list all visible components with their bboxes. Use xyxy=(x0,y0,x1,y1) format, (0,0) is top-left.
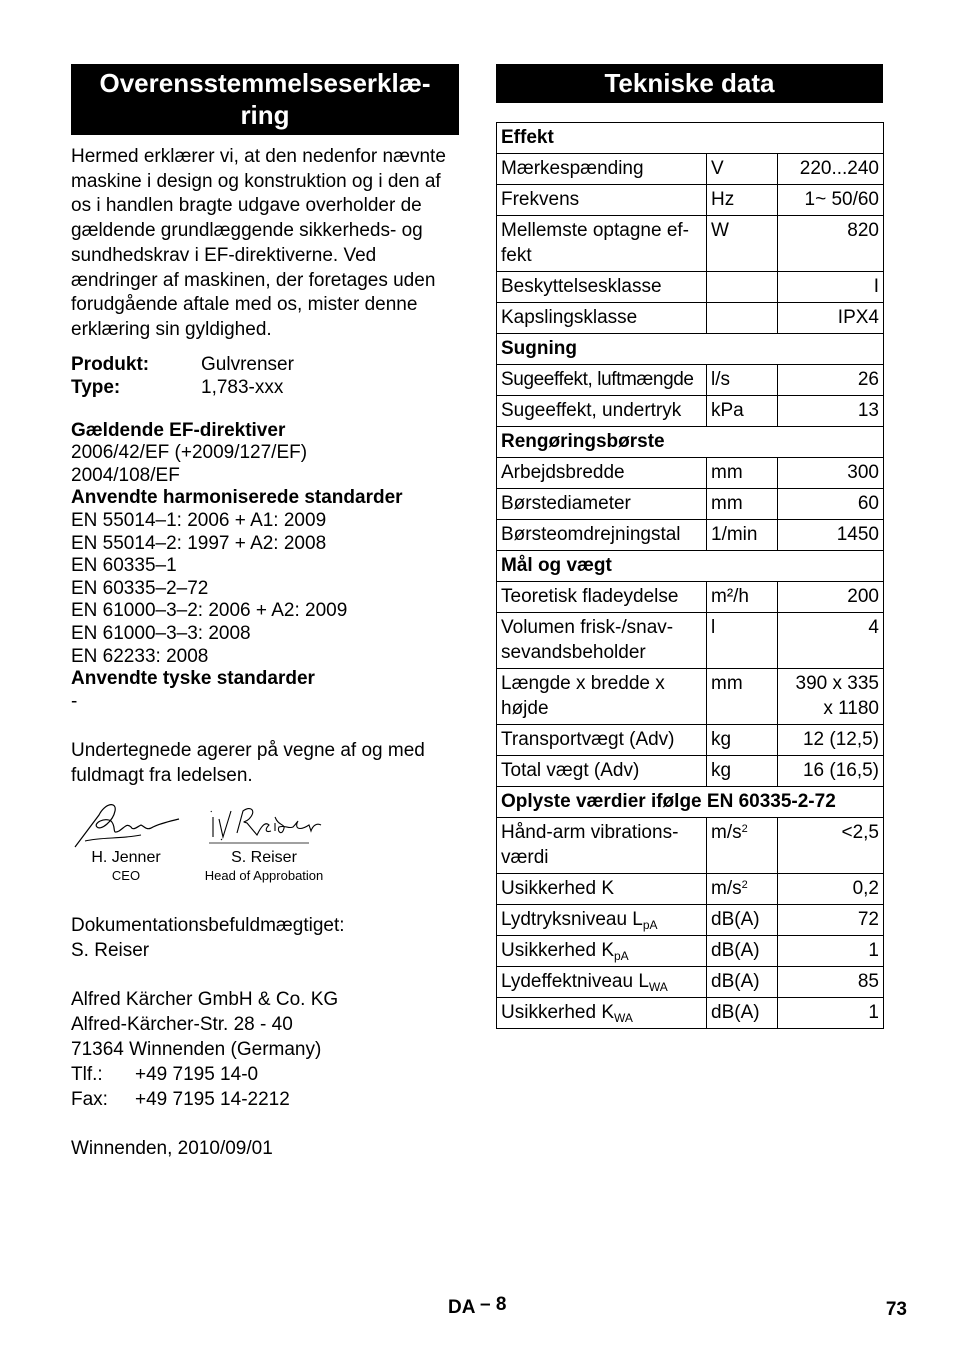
row-unit: dB(A) xyxy=(707,967,778,998)
product-row xyxy=(71,353,459,376)
row-value: <2,5 xyxy=(778,818,884,874)
table-section-row xyxy=(497,427,884,458)
row-unit: dB(A) xyxy=(707,936,778,967)
row-unit: dB(A) xyxy=(707,998,778,1029)
ef-line: 2004/108/EF xyxy=(71,464,180,486)
fax-value: +49 7195 14-2212 xyxy=(135,1088,290,1110)
footer-dash-page: – 8 xyxy=(480,1294,507,1315)
row-label: Volumen frisk-/snav-sevandsbeholder xyxy=(497,613,707,669)
row-unit: kg xyxy=(707,756,778,787)
row-unit: kPa xyxy=(707,396,778,427)
row-value: 1~ 50/60 xyxy=(778,185,884,216)
signature-jenner-role: CEO xyxy=(111,867,141,883)
signature-reiser-role: Head of Approbation xyxy=(204,867,324,883)
row-label: Kapslingsklasse xyxy=(497,303,707,334)
table-row xyxy=(497,967,884,998)
section-effekt: Effekt xyxy=(497,123,884,154)
table-row xyxy=(497,365,884,396)
row-label: Mærkespænding xyxy=(497,154,707,185)
harm-line: EN 60335–2–72 xyxy=(71,577,209,599)
label-base: Lydtryksniveau L xyxy=(501,909,643,930)
row-value: 220...240 xyxy=(778,154,884,185)
row-label xyxy=(497,998,707,1029)
harm-line: EN 62233: 2008 xyxy=(71,645,209,667)
technical-data-heading-text: Tekniske data xyxy=(604,68,775,98)
row-unit xyxy=(707,272,778,303)
row-value: 12 (12,5) xyxy=(778,725,884,756)
row-unit xyxy=(707,818,778,874)
table-section-row xyxy=(497,334,884,365)
tel-value: +49 7195 14-0 xyxy=(135,1063,259,1085)
table-section-row xyxy=(497,551,884,582)
row-label: Teoretisk fladeydelse xyxy=(497,582,707,613)
company-city: 71364 Winnenden (Germany) xyxy=(71,1038,322,1060)
company-street: Alfred-Kärcher-Str. 28 - 40 xyxy=(71,1013,293,1035)
unit-superscript: 2 xyxy=(741,823,748,835)
row-label: Mellemste optagne ef-fekt xyxy=(497,216,707,272)
fax-row xyxy=(71,1087,459,1112)
row-label xyxy=(497,967,707,998)
row-value: 13 xyxy=(778,396,884,427)
signature-jenner-name: H. Jenner xyxy=(91,848,161,866)
harm-line: EN 61000–3–3: 2008 xyxy=(71,622,251,644)
signature-jenner-mark xyxy=(71,797,181,849)
row-value: 820 xyxy=(778,216,884,272)
row-label: Hånd-arm vibrations-værdi xyxy=(497,818,707,874)
row-value: 1450 xyxy=(778,520,884,551)
harm-line: EN 61000–3–2: 2006 + A2: 2009 xyxy=(71,600,348,622)
label-subscript: WA xyxy=(614,1011,633,1025)
signature-jenner xyxy=(71,797,181,885)
company-address xyxy=(71,987,459,1112)
row-unit: kg xyxy=(707,725,778,756)
declaration-heading xyxy=(71,64,459,135)
row-unit: V xyxy=(707,154,778,185)
row-unit xyxy=(707,303,778,334)
row-label: Sugeeffekt, luftmængde xyxy=(497,365,707,396)
section-sugning: Sugning xyxy=(497,334,884,365)
label-subscript: pA xyxy=(642,918,658,932)
row-unit: m²/h xyxy=(707,582,778,613)
row-label xyxy=(497,936,707,967)
tel-label: Tlf.: xyxy=(71,1063,103,1085)
row-value: 85 xyxy=(778,967,884,998)
row-value: IPX4 xyxy=(778,303,884,334)
product-info xyxy=(71,353,459,399)
unit-base: m/s xyxy=(711,878,742,899)
footer-lang: DA xyxy=(448,1297,475,1318)
label-subscript: WA xyxy=(648,980,668,994)
tel-row xyxy=(71,1062,459,1087)
declaration-heading-text: Overensstemmelseserklæ-ring xyxy=(99,68,431,130)
table-row xyxy=(497,272,884,303)
table-row xyxy=(497,613,884,669)
harm-line: EN 55014–2: 1997 + A2: 2008 xyxy=(71,532,327,554)
table-row xyxy=(497,458,884,489)
documentation-contact xyxy=(71,913,459,963)
row-value: 16 (16,5) xyxy=(778,756,884,787)
row-unit xyxy=(707,874,778,905)
row-value: 1 xyxy=(778,998,884,1029)
label-base: Usikkerhed K xyxy=(501,1002,614,1023)
row-value: 0,2 xyxy=(778,874,884,905)
unit-base: m/s xyxy=(711,822,742,843)
row-unit: 1/min xyxy=(707,520,778,551)
technical-data-heading xyxy=(496,64,883,103)
harm-heading: Anvendte harmoniserede standarder xyxy=(71,487,403,509)
signature-reiser-mark xyxy=(199,797,329,849)
row-unit: mm xyxy=(707,458,778,489)
row-unit: l xyxy=(707,613,778,669)
row-unit: mm xyxy=(707,669,778,725)
table-row xyxy=(497,396,884,427)
row-unit: W xyxy=(707,216,778,272)
doc-label: Dokumentationsbefuldmægtiget: xyxy=(71,914,345,936)
label-base: Lydeffektniveau L xyxy=(501,971,649,992)
row-label: Transportvægt (Adv) xyxy=(497,725,707,756)
row-value: 1 xyxy=(778,936,884,967)
table-row xyxy=(497,489,884,520)
label-subscript: pA xyxy=(614,949,629,963)
table-row xyxy=(497,936,884,967)
undersigned-text: Undertegnede agerer på vegne af og med fuldmagt fra ledelsen. xyxy=(71,740,425,787)
table-row xyxy=(497,520,884,551)
german-value: - xyxy=(71,690,78,712)
table-row xyxy=(497,303,884,334)
table-row xyxy=(497,818,884,874)
footer-dash-page-number: 8 xyxy=(495,1294,507,1315)
row-label: Børsteomdrejningstal xyxy=(497,520,707,551)
declaration-column xyxy=(71,64,459,1161)
row-unit: mm xyxy=(707,489,778,520)
row-unit: dB(A) xyxy=(707,905,778,936)
row-label: Beskyttelsesklasse xyxy=(497,272,707,303)
section-oplyste: Oplyste værdier ifølge EN 60335-2-72 xyxy=(497,787,884,818)
doc-name: S. Reiser xyxy=(71,939,150,961)
table-row xyxy=(497,725,884,756)
row-unit: l/s xyxy=(707,365,778,396)
product-value: Gulvrenser xyxy=(201,353,294,375)
row-value: 200 xyxy=(778,582,884,613)
row-label: Sugeeffekt, undertryk xyxy=(497,396,707,427)
harm-line: EN 55014–1: 2006 + A1: 2009 xyxy=(71,510,327,531)
row-unit: Hz xyxy=(707,185,778,216)
type-value: 1,783-xxx xyxy=(201,376,284,398)
row-label: Længde x bredde x højde xyxy=(497,669,707,725)
row-value: 60 xyxy=(778,489,884,520)
ef-line: 2006/42/EF (+2009/127/EF) xyxy=(71,442,308,464)
table-section-row xyxy=(497,787,884,818)
row-value: 4 xyxy=(778,613,884,669)
table-section-row xyxy=(497,123,884,154)
declaration-intro: Hermed erklærer vi, at den nedenfor nævnte maskine i design og konstruktion og i den af os i handlen bragte udgave overholder de gældende grundlæggende sikkerheds- og sundhedskrav i EF-direktiverne. Ved ændringer af maskinen, der foretages uden forudgående aftale med os, mister denne erklæring sin gyldighed. xyxy=(71,146,446,340)
place-date: Winnenden, 2010/09/01 xyxy=(71,1137,273,1159)
page-number: 73 xyxy=(885,1299,907,1320)
type-row xyxy=(71,376,459,399)
row-label: Total vægt (Adv) xyxy=(497,756,707,787)
table-row xyxy=(497,185,884,216)
signature-reiser xyxy=(199,797,329,885)
company-name: Alfred Kärcher GmbH & Co. KG xyxy=(71,988,339,1010)
table-row xyxy=(497,669,884,725)
product-label: Produkt: xyxy=(71,353,150,375)
german-heading: Anvendte tyske standarder xyxy=(71,668,315,690)
table-row xyxy=(497,756,884,787)
row-value: 26 xyxy=(778,365,884,396)
row-label: Frekvens xyxy=(497,185,707,216)
directives-block xyxy=(71,420,459,714)
row-value: 300 xyxy=(778,458,884,489)
row-value: I xyxy=(778,272,884,303)
harm-line: EN 60335–1 xyxy=(71,555,177,577)
fax-label: Fax: xyxy=(71,1088,108,1110)
label-base: Usikkerhed K xyxy=(501,940,614,961)
unit-superscript: 2 xyxy=(741,879,748,891)
technical-data-column xyxy=(496,64,883,1029)
row-label: Usikkerhed K xyxy=(497,874,707,905)
table-row xyxy=(497,874,884,905)
row-label xyxy=(497,905,707,936)
table-row xyxy=(497,216,884,272)
row-value: 390 x 335 x 1180 xyxy=(778,669,884,725)
footer-section-marker xyxy=(448,1294,507,1319)
type-label: Type: xyxy=(71,376,121,398)
ef-heading: Gældende EF-direktiver xyxy=(71,419,286,441)
table-row xyxy=(497,905,884,936)
table-row xyxy=(497,998,884,1029)
table-row xyxy=(497,582,884,613)
signature-reiser-name: S. Reiser xyxy=(231,848,297,866)
table-row xyxy=(497,154,884,185)
section-maal: Mål og vægt xyxy=(497,551,884,582)
technical-data-table xyxy=(496,122,884,1029)
row-label: Børstediameter xyxy=(497,489,707,520)
section-borste: Rengøringsbørste xyxy=(497,427,884,458)
signatures xyxy=(71,797,459,887)
row-value: 72 xyxy=(778,905,884,936)
row-label: Arbejdsbredde xyxy=(497,458,707,489)
